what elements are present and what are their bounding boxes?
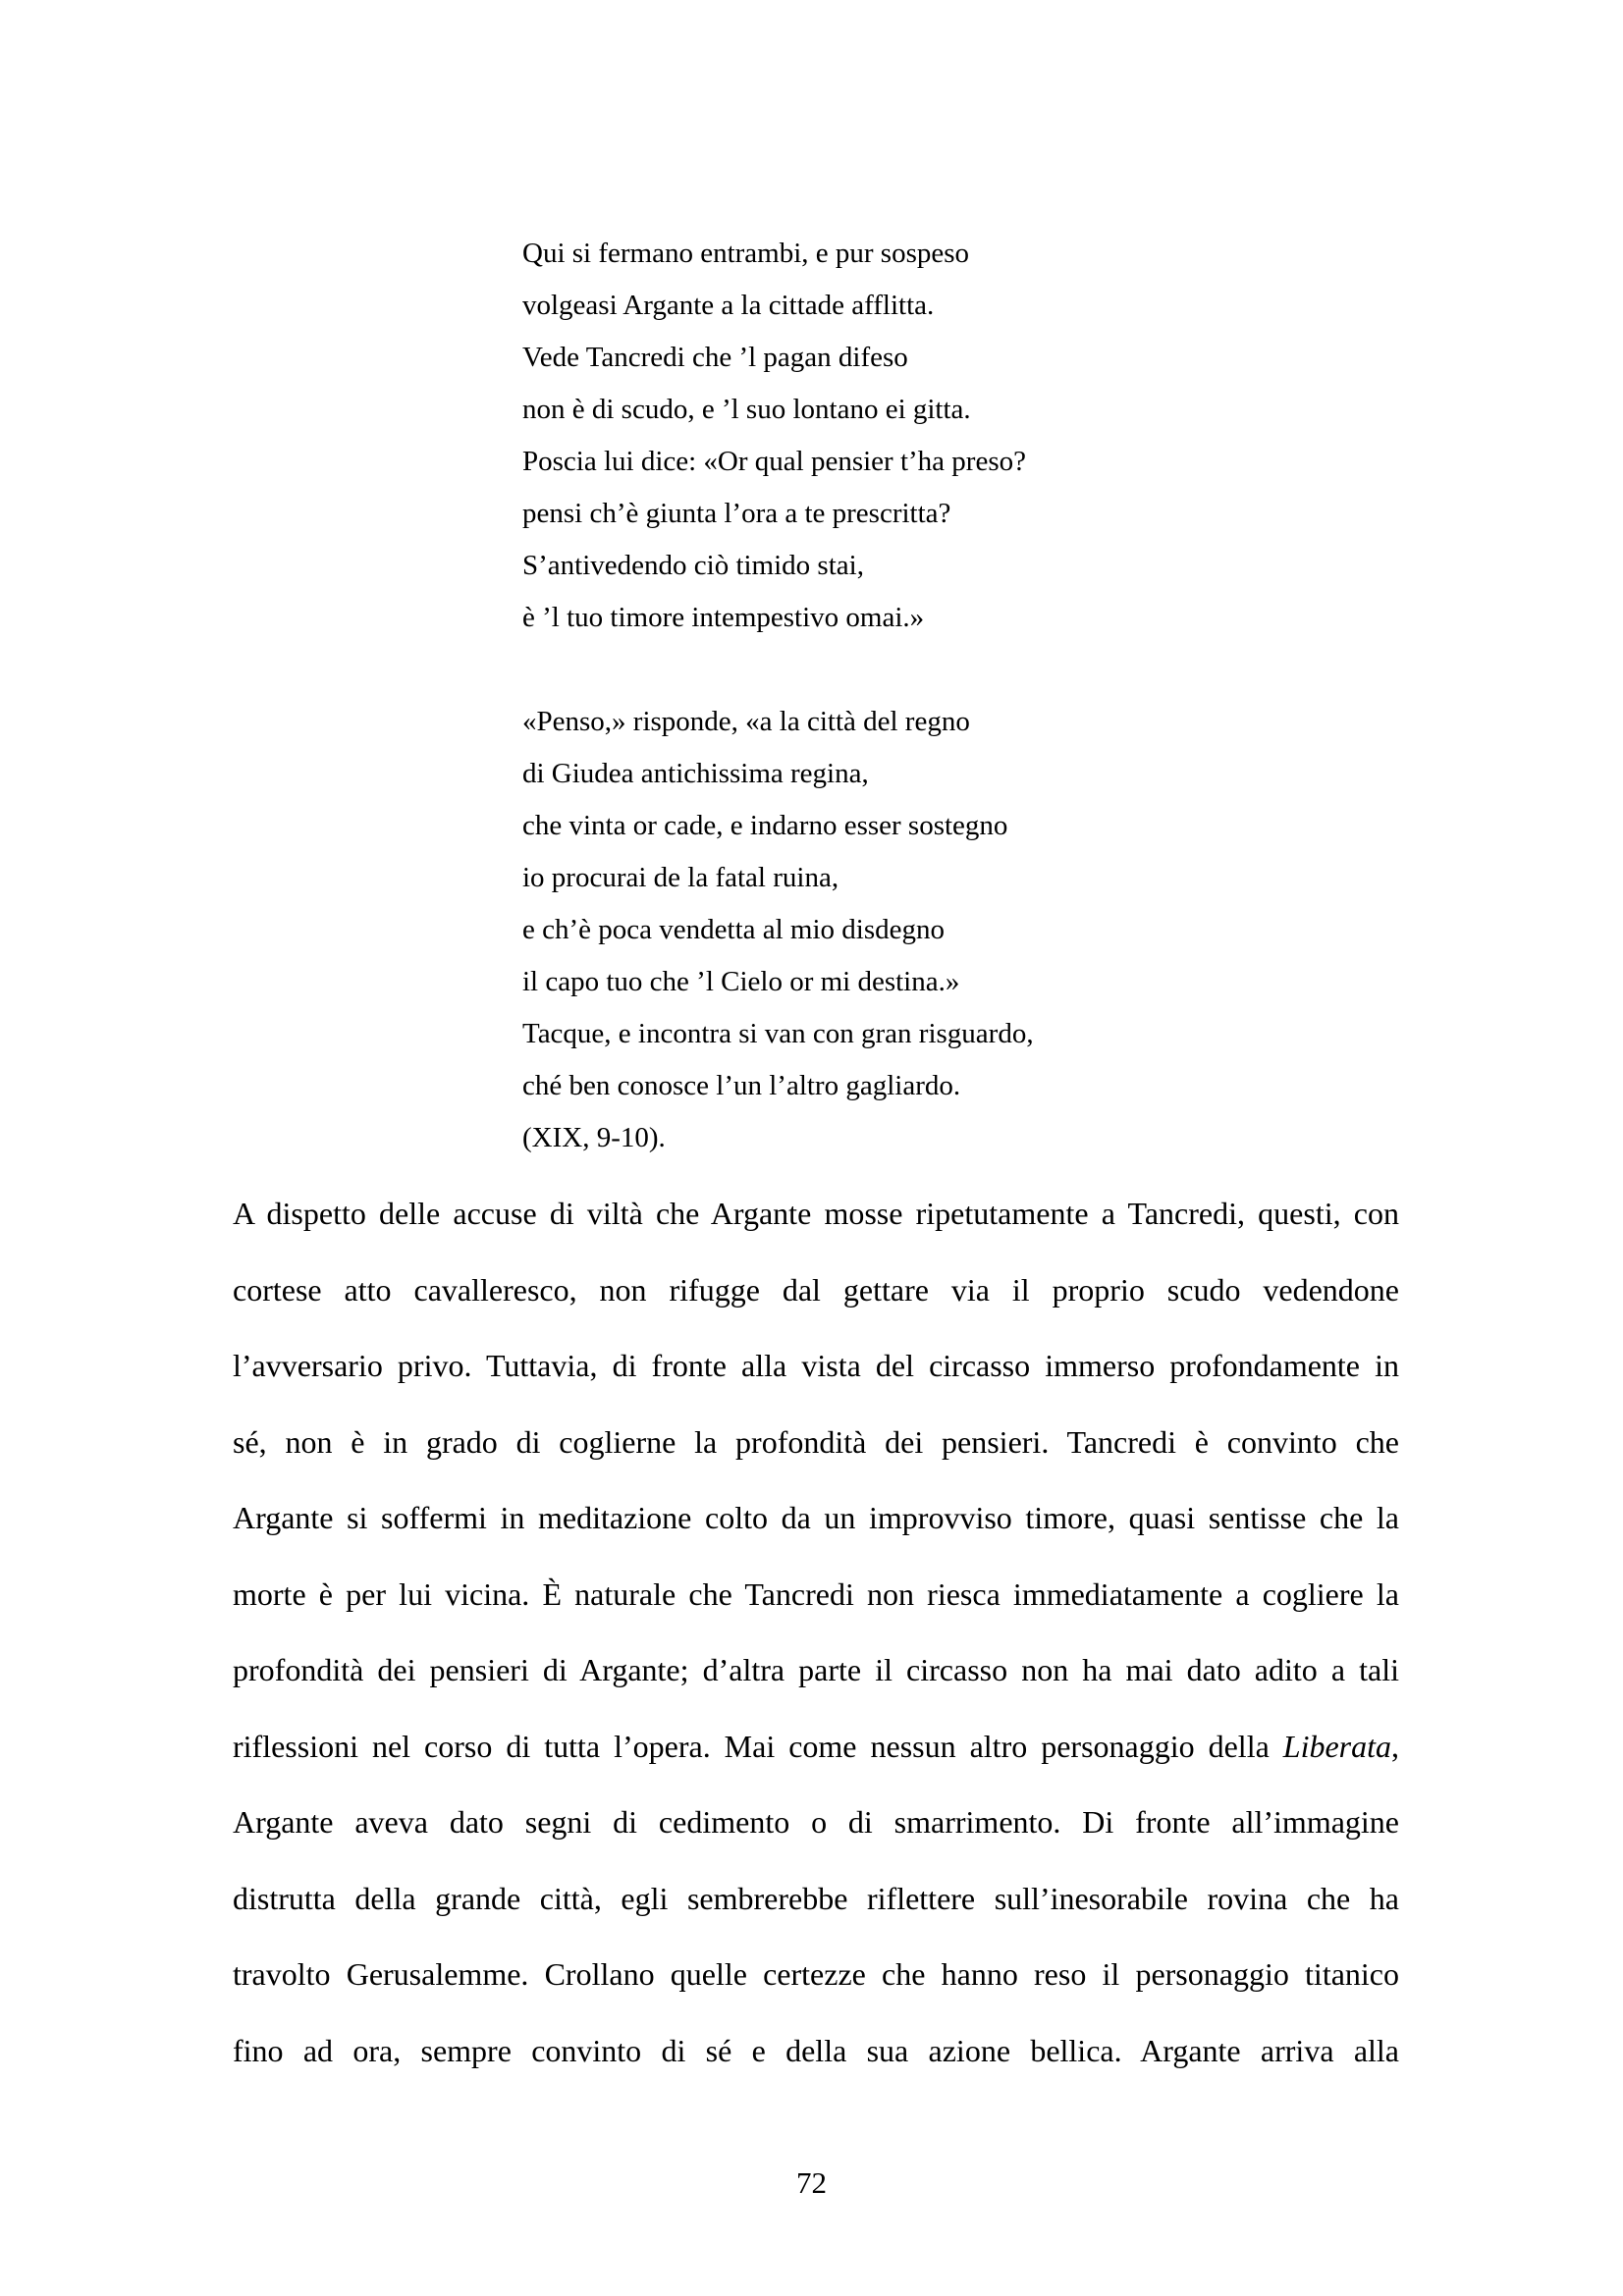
prose-line: cortese atto cavalleresco, non rifugge dal gettare via il proprio scudo vedendone [233,1271,1399,1308]
stanza-1 [522,228,1210,644]
verse-line: S’antivedendo ciò timido stai, [522,550,864,581]
prose-line: l’avversario privo. Tuttavia, di fronte alla vista del circasso immerso profondamente in [233,1348,1399,1383]
prose-line: Argante aveva dato segni di cedimento o di smarrimento. Di fronte all’immagine [233,1804,1399,1840]
prose-line: morte è per lui vicina. È naturale che Tancredi non riesca immediatamente a cogliere la [233,1575,1399,1612]
prose-line: A dispetto delle accuse di viltà che Argante mosse ripetutamente a Tancredi, questi, con [233,1196,1399,1231]
verse-line: non è di scudo, e ’l suo lontano ei gitta. [522,394,971,425]
verse-line: volgeasi Argante a la cittade afflitta. [522,290,935,321]
verse-line: di Giudea antichissima regina, [522,758,869,789]
prose-line: fino ad ora, sempre convinto di sé e della sua azione bellica. Argante arriva alla [233,2032,1399,2068]
verse-line: Tacque, e incontra si van con gran risguardo, [522,1018,1034,1049]
verse-line: e ch’è poca vendetta al mio disdegno [522,914,946,945]
verse-citation: (XIX, 9-10). [522,1122,666,1153]
verse-line: è ’l tuo timore intempestivo omai.» [522,602,925,633]
page-number: 72 [796,2165,827,2200]
prose-line: sé, non è in grado di coglierne la profondità dei pensieri. Tancredi è convinto che [233,1423,1399,1460]
verse-line: Poscia lui dice: «Or qual pensier t’ha preso? [522,446,1026,477]
stanza-separator [522,644,1210,696]
verse-line: Qui si fermano entrambi, e pur sospeso [522,238,970,269]
prose-line: profondità dei pensieri di Argante; d’altra parte il circasso non ha mai dato adito a tali [233,1652,1399,1687]
body-paragraph [233,1176,1399,2089]
prose-line: travolto Gerusalemme. Crollano quelle certezze che hanno reso il personaggio titanico [233,1956,1399,1992]
verse-quotation [522,228,1210,1164]
prose-text: riflessioni nel corso di tutta l’opera. Mai come nessun altro personaggio della [233,1728,1283,1764]
verse-line: io procurai de la fatal ruina, [522,862,839,893]
verse-line: il capo tuo che ’l Cielo or mi destina.» [522,966,960,997]
stanza-2 [522,696,1210,1164]
prose-line: Argante si soffermi in meditazione colto da un improvviso timore, quasi sentisse che la [233,1500,1399,1535]
prose-line: distrutta della grande città, egli sembrerebbe riflettere sull’inesorabile rovina che ha [233,1880,1399,1916]
prose-line [233,1709,1399,1786]
verse-line: che vinta or cade, e indarno esser sostegno [522,810,1008,841]
verse-line: ché ben conosce l’un l’altro gagliardo. [522,1070,961,1101]
verse-line: Vede Tancredi che ’l pagan difeso [522,342,908,373]
verse-line: pensi ch’è giunta l’ora a te prescritta? [522,498,951,529]
verse-line: «Penso,» risponde, «a la città del regno [522,706,970,737]
work-title-italic: Liberata [1282,1728,1391,1764]
prose-text: , [1391,1728,1399,1764]
